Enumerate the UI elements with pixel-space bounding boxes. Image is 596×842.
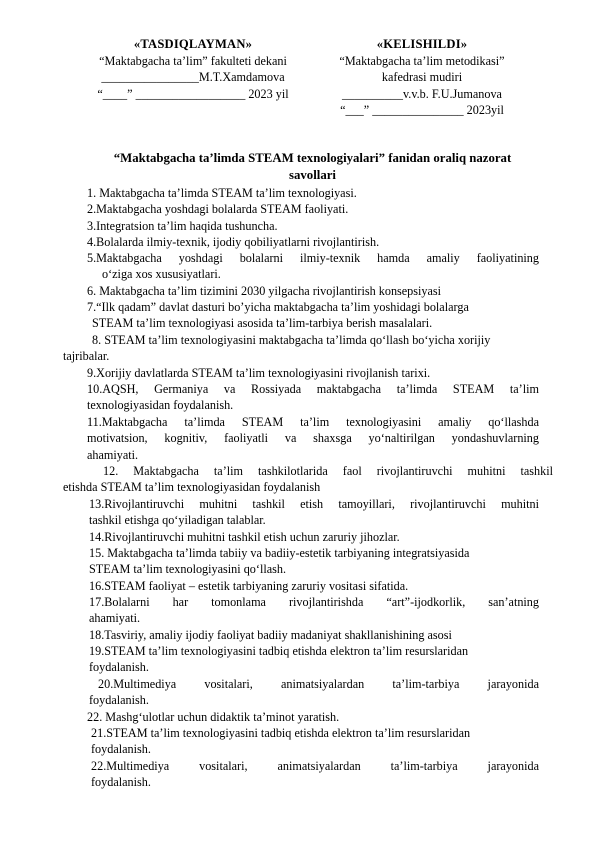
question-line: ahamiyati.	[89, 611, 141, 626]
question-line: 10.AQSH, Germaniya va Rossiyada maktabgacha ta’limda STEAM ta’lim	[87, 382, 539, 396]
question-line: 22.Multimediya vositalari, animatsiyalardan ta’lim-tarbiya jarayonida	[91, 759, 539, 773]
question-line: STEAM ta’lim texnologiyasi asosida ta’lim-tarbiya berish masalalari.	[92, 316, 433, 331]
question-item	[87, 381, 539, 414]
question-line: 14.Rivojlantiruvchi muhitni tashkil etish uchun zaruriy jihozlar.	[89, 530, 400, 544]
question-line: texnologiyasidan foydalanish.	[87, 398, 234, 413]
question-item	[63, 463, 553, 496]
question-line: ahamiyati.	[87, 447, 139, 462]
question-item	[89, 627, 539, 643]
question-line: foydalanish.	[89, 693, 149, 708]
agreement-heading: «KELISHILDI»	[376, 37, 468, 51]
question-line: 16.STEAM faoliyat – estetik tarbiyaning zaruriy vositasi sifatida.	[89, 579, 409, 593]
question-item	[87, 299, 539, 332]
question-line: 21.STEAM ta’lim texnologiyasini tadbiq etishda elektron ta’lim resurslaridan	[91, 726, 471, 740]
agreement-date: “___” _______________ 2023yil	[340, 103, 504, 117]
question-line: 9.Xorijiy davlatlarda STEAM ta’lim texnologiyasini rivojlanish tarixi.	[87, 366, 431, 380]
agreement-head-title: kafedrasi mudiri	[381, 70, 463, 84]
approval-block	[58, 36, 328, 102]
question-line: 2.Maktabgacha yoshdagi bolalarda STEAM faoliyati.	[87, 202, 349, 216]
question-item	[89, 643, 539, 676]
question-line: 3.Integratsion ta’lim haqida tushuncha.	[87, 219, 278, 233]
question-line: 4.Bolalarda ilmiy-texnik, ijodiy qobiliyatlarni rivojlantirish.	[87, 235, 380, 249]
question-item	[89, 578, 539, 594]
title-line: savollari	[289, 168, 336, 182]
question-item	[87, 709, 537, 725]
question-line: 18.Tasviriy, amaliy ijodiy faoliyat badiiy madaniyat shakllanishining asosi	[89, 628, 452, 642]
question-line: 20.Multimediya vositalari, animatsiyalardan ta’lim-tarbiya jarayonida	[98, 677, 539, 691]
question-line: tajribalar.	[63, 349, 110, 364]
question-item	[91, 758, 539, 791]
question-line: 8. STEAM ta’lim texnologiyasini maktabgacha ta’limda qo‘llash bo‘yicha xorijiy	[92, 333, 491, 347]
question-item	[87, 185, 537, 201]
approval-dean: ________________M.T.Xamdamova	[101, 70, 285, 84]
question-line: 7.“Ilk qadam” davlat dasturi bo’yicha maktabgacha ta’lim yoshidagi bolalarga	[87, 300, 469, 314]
title-line: “Maktabgacha ta’limda STEAM texnologiyalari” fanidan oraliq nazorat	[113, 151, 512, 165]
approval-faculty: “Maktabgacha ta’lim” fakulteti dekani	[99, 53, 287, 68]
document-title	[70, 150, 555, 184]
question-item	[87, 283, 537, 299]
question-line: 17.Bolalarni har tomonlama rivojlantirishda “art”-ijodkorlik, san’atning	[89, 595, 539, 609]
question-item	[87, 365, 537, 381]
question-line: 11.Maktabgacha ta’limda STEAM ta’lim texnologiyasini amaliy qo‘llashda	[87, 415, 539, 429]
question-item	[87, 218, 537, 234]
question-line: 1. Maktabgacha ta’limda STEAM ta’lim texnologiyasi.	[87, 186, 357, 200]
question-line: foydalanish.	[91, 742, 151, 757]
question-line: motivatsion, kognitiv, faoliyatli va shaxsga yo‘naltirilgan yondashuvlarning	[87, 431, 539, 446]
question-line: foydalanish.	[91, 775, 151, 790]
question-item	[87, 414, 539, 463]
question-item	[89, 545, 539, 578]
question-item	[63, 332, 553, 365]
question-item	[89, 676, 539, 709]
question-item	[87, 201, 537, 217]
question-line: 13.Rivojlantiruvchi muhitni tashkil etish tamoyillari, rivojlantiruvchi muhitni	[89, 497, 539, 511]
question-line: foydalanish.	[89, 660, 149, 675]
agreement-head-name: __________v.v.b. F.U.Jumanova	[342, 86, 502, 101]
question-line: etishda STEAM ta’lim texnologiyasidan foydalanish	[63, 480, 321, 495]
question-item	[91, 725, 539, 758]
question-line: 12. Maktabgacha ta’lim tashkilotlarida faol rivojlantiruvchi muhitni tashkil	[103, 464, 553, 478]
question-line: 22. Mashg‘ulotlar uchun didaktik ta’minot yaratish.	[87, 710, 340, 724]
question-line: tashkil etishga qo‘yiladigan talablar.	[89, 513, 266, 528]
question-line: 15. Maktabgacha ta’limda tabiiy va badiiy-estetik tarbiyaning integratsiyasida	[89, 546, 470, 560]
question-line: o‘ziga xos xususiyatlari.	[102, 267, 221, 282]
question-item	[87, 250, 539, 283]
question-item	[87, 234, 537, 250]
agreement-department: “Maktabgacha ta’lim metodikasi”	[339, 53, 505, 68]
question-item	[89, 529, 539, 545]
question-line: 6. Maktabgacha ta’lim tizimini 2030 yilgacha rivojlantirish konsepsiyasi	[87, 284, 442, 298]
agreement-block	[312, 36, 532, 119]
question-line: STEAM ta’lim texnologiyasini qo‘llash.	[89, 562, 287, 577]
question-line: 5.Maktabgacha yoshdagi bolalarni ilmiy-texnik hamda amaliy faoliyatining	[87, 251, 539, 265]
question-item	[89, 594, 539, 627]
question-line: 19.STEAM ta’lim texnologiyasini tadbiq etishda elektron ta’lim resurslaridan	[89, 644, 469, 658]
approval-heading: «TASDIQLAYMAN»	[133, 37, 253, 51]
approval-date: “____” __________________ 2023 yil	[97, 86, 289, 101]
question-item	[89, 496, 539, 529]
